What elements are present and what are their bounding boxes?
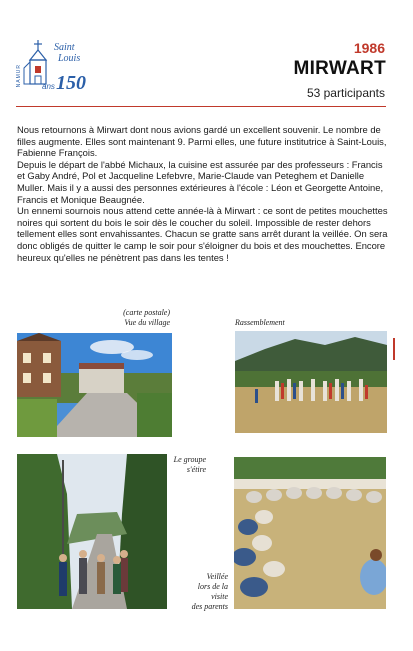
- paragraph-2: Depuis le départ de l'abbé Michaux, la cuisine est assurée par des professeurs : Francis et Gaby André, Pol et Jacqueline Lefebvre, Marie-Claude van Peteghem et Danielle Muller. Mais il y a aussi des personnes extérieures à l'école : Léon et Georgette Antoine, Francis et Monique Beaugnée.: [17, 158, 384, 205]
- caption-postcard: [110, 308, 170, 328]
- photo-rassemblement: [235, 331, 387, 433]
- caption-veillee-line4: des parents: [191, 602, 228, 611]
- logo-saint: Saint: [54, 42, 75, 53]
- caption-veillee: [170, 572, 228, 612]
- caption-postcard-line2: Vue du village: [124, 318, 170, 327]
- edge-mark: [393, 338, 395, 360]
- photo-village: [17, 333, 172, 437]
- caption-rassemblement: Rassemblement: [235, 318, 285, 327]
- caption-groupe: [166, 455, 206, 475]
- caption-groupe-line1: Le groupe: [173, 455, 206, 464]
- body-text: [17, 124, 389, 263]
- logo-namur: NAMUR: [16, 64, 22, 88]
- logo-ans: ans: [42, 82, 55, 91]
- participants-count: 53 participants: [306, 86, 385, 100]
- header-divider: [16, 106, 386, 107]
- logo-150: 150: [56, 72, 86, 94]
- page-title: MIRWART: [293, 58, 386, 79]
- caption-veillee-line3: visite: [211, 592, 228, 601]
- caption-veillee-line1: Veillée: [206, 572, 228, 581]
- logo-louis: Louis: [58, 53, 81, 64]
- caption-postcard-line1: (carte postale): [123, 308, 170, 317]
- photo-veillee: [234, 457, 386, 609]
- caption-groupe-line2: s'étire: [186, 465, 206, 474]
- saint-louis-logo: [16, 38, 96, 100]
- year: 1986: [353, 40, 385, 56]
- photo-groupe: [17, 454, 167, 609]
- paragraph-3: Un ennemi sournois nous attend cette année-là à Mirwart : ce sont de petites mouchettes noires qui sortent du bois le soir dès le coucher du soleil. Impossible de rester dehors tellement elles sont envahissantes. Chacun se gratte sans arrêt durant la veillée. On sera donc obligés de quitter le camp le soir pour s'éloigner du bois et des mouchettes. Encore heureux qu'elles ne pénètrent pas dans les tentes !: [17, 205, 388, 263]
- paragraph-1: Nous retournons à Mirwart dont nous avions gardé un excellent souvenir. Le nombre de filles augmente. Elles sont maintenant 9. Parmi elles, une future institutrice à Saint-Louis, Fabienne François.: [17, 124, 387, 159]
- caption-veillee-line2: lors de la: [197, 582, 228, 591]
